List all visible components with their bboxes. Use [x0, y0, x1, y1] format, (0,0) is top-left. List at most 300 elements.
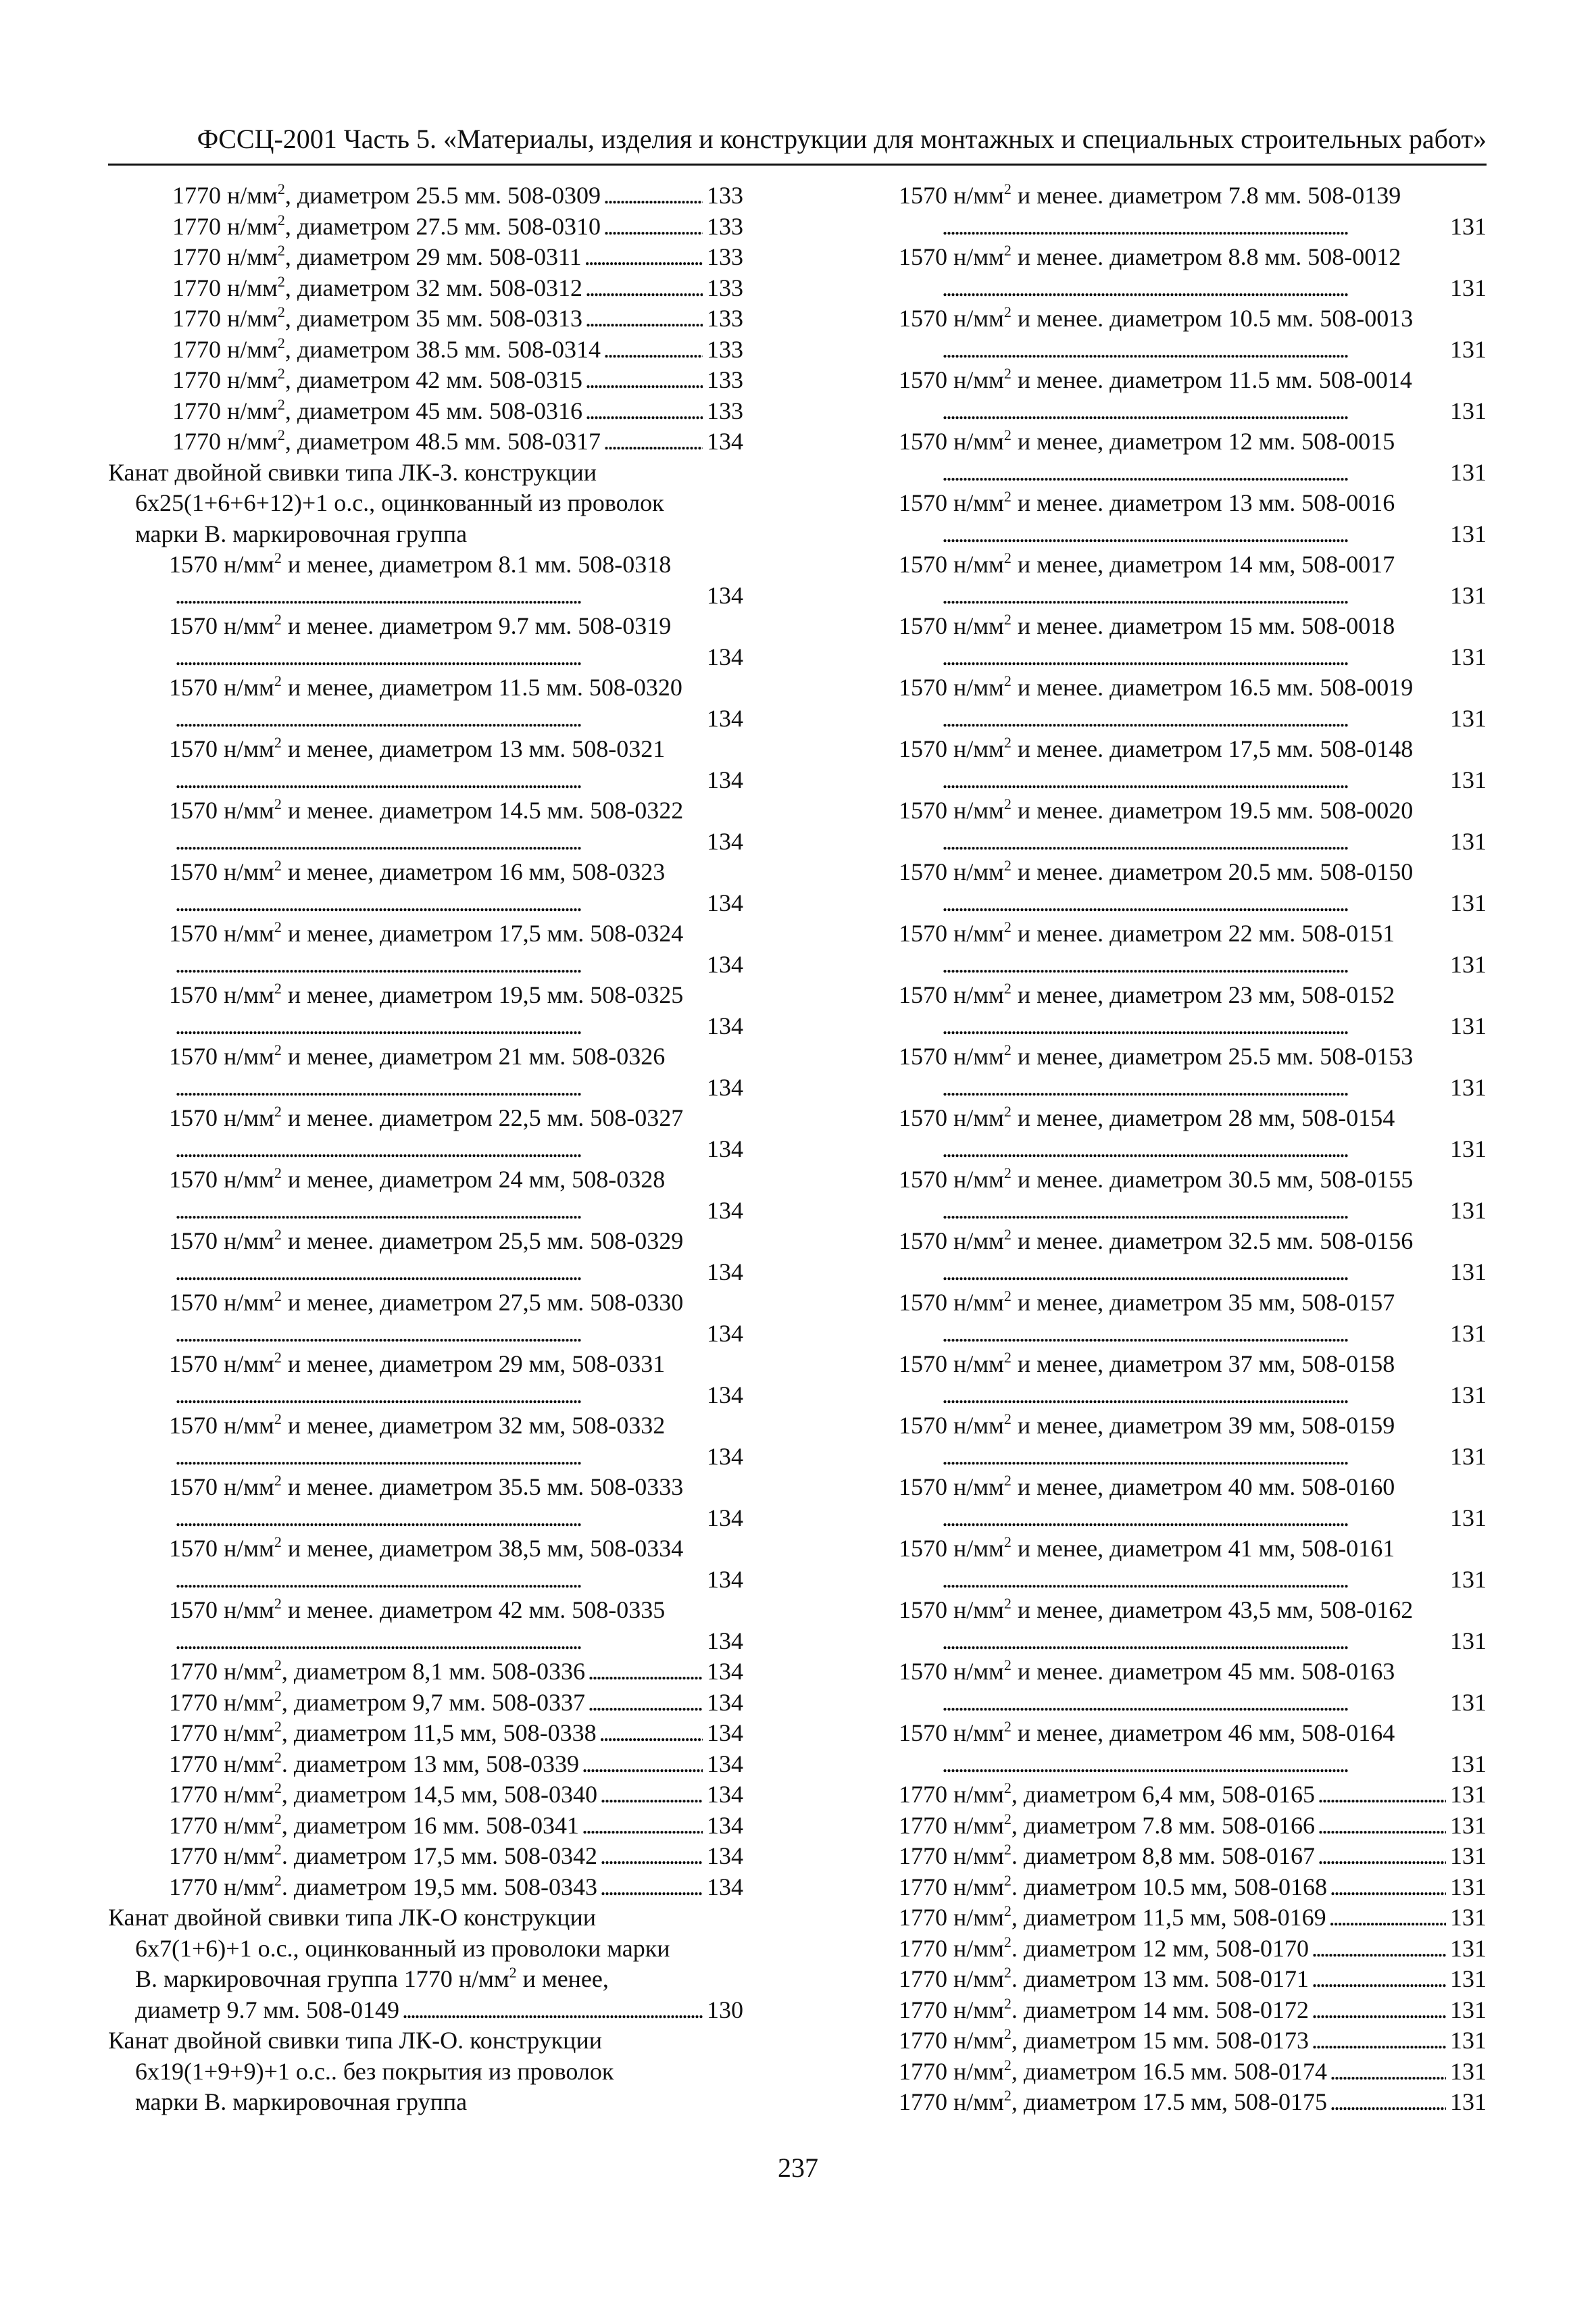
index-entry: [899, 1872, 1487, 1903]
dot-leader: [172, 1319, 703, 1350]
entry-page-ref-line: [899, 1257, 1487, 1288]
page-reference: 133: [707, 243, 743, 270]
superscript: 2: [1003, 549, 1012, 566]
dot-leader: [582, 273, 703, 304]
entry-text-line: [899, 857, 1487, 888]
dot-leader: [582, 365, 703, 396]
superscript: 2: [274, 1472, 282, 1489]
superscript: 2: [1003, 1472, 1012, 1489]
entry-label: [169, 674, 682, 701]
entry-label: [108, 2027, 602, 2054]
superscript: 2: [274, 857, 282, 874]
entry-label: [899, 366, 1412, 393]
superscript: 2: [1003, 1595, 1012, 1612]
dot-leader: [172, 1011, 703, 1042]
entry-label: [899, 920, 1395, 947]
entry-text-line: [899, 734, 1487, 765]
entry-text-line: [108, 1902, 743, 1934]
entry-text-line: [108, 1934, 743, 1965]
entry-page-ref-line: [108, 1503, 743, 1534]
entry-text: 1570 н/мм: [899, 182, 1004, 209]
entry-label: [169, 1841, 597, 1872]
dot-leader: [172, 642, 703, 673]
entry-text: 1570 н/мм: [169, 1104, 274, 1131]
dot-leader: [582, 396, 703, 427]
superscript: 2: [1003, 2087, 1012, 2104]
entry-label: [899, 2057, 1327, 2088]
index-entry: [108, 1995, 743, 2026]
entry-text-suffix: . диаметром 13 мм, 508-0339: [281, 1750, 579, 1777]
entry-page-ref-line: [899, 396, 1487, 427]
entry-text-suffix: и менее. диаметром 22 мм. 508-0151: [1011, 920, 1395, 947]
entry-label: [899, 1596, 1413, 1623]
entry-text-suffix: , диаметром 14,5 мм, 508-0340: [281, 1781, 597, 1808]
entry-text-suffix: . диаметром 12 мм, 508-0170: [1011, 1934, 1309, 1962]
index-entry: [899, 1811, 1487, 1842]
entry-label: [169, 1350, 665, 1377]
page-reference: 134: [707, 1842, 743, 1869]
entry-text-suffix: и менее. диаметром 7.8 мм. 508-0139: [1011, 182, 1401, 209]
page-header: ФССЦ-2001 Часть 5. «Материалы, изделия и конструкции для монтажных и специальных строительных работ»: [108, 120, 1487, 166]
dot-leader: [939, 519, 1446, 550]
dot-leader: [582, 242, 703, 273]
entry-page-ref-line: [899, 704, 1487, 735]
right-column: [899, 180, 1487, 2118]
entry-text-line: [899, 795, 1487, 827]
entry-text-suffix: и менее,: [516, 1965, 609, 1992]
superscript: 2: [1003, 2056, 1012, 2073]
entry-label: [135, 2058, 614, 2085]
entry-label: [172, 212, 601, 243]
superscript: 2: [274, 1718, 282, 1735]
entry-text: 1770 н/мм: [899, 1934, 1004, 1962]
superscript: 2: [1003, 242, 1012, 259]
superscript: 2: [1003, 1994, 1012, 2012]
entry-page-ref-line: [108, 1073, 743, 1104]
dot-leader: [1327, 1872, 1446, 1903]
index-entry: [899, 1841, 1487, 1872]
index-entry: [899, 2025, 1487, 2057]
entry-text-suffix: и менее, диаметром 28 мм, 508-0154: [1011, 1104, 1395, 1131]
entry-page-ref-line: [899, 1503, 1487, 1534]
superscript: 2: [274, 611, 282, 628]
page-reference: 131: [1450, 1781, 1487, 1808]
entry-text: 1770 н/мм: [899, 1842, 1004, 1869]
superscript: 2: [1003, 1933, 1012, 1950]
entry-text-suffix: . диаметром 19,5 мм. 508-0343: [281, 1873, 597, 1900]
page-reference: 131: [1450, 827, 1487, 855]
entry-text-suffix: и менее. диаметром 17,5 мм. 508-0148: [1011, 735, 1414, 762]
entry-text: Канат двойной свивки типа ЛК-О. конструкции: [108, 2027, 602, 2054]
entry-text-suffix: , диаметром 29 мм. 508-0311: [284, 243, 582, 270]
entry-label: [135, 2088, 467, 2115]
entry-text-line: [108, 1533, 743, 1565]
superscript: 2: [1003, 1779, 1012, 1796]
dot-leader: [1326, 1902, 1446, 1934]
superscript: 2: [274, 1164, 282, 1181]
entry-label: [899, 981, 1395, 1008]
entry-page-ref-line: [899, 950, 1487, 981]
entry-page-ref-line: [108, 1257, 743, 1288]
entry-text: 1570 н/мм: [899, 428, 1004, 455]
page-reference: 131: [1450, 1319, 1487, 1347]
entry-text: 1770 н/мм: [169, 1842, 274, 1869]
entry-text-suffix: и менее. диаметром 30.5 мм, 508-0155: [1011, 1166, 1414, 1193]
entry-text-suffix: , диаметром 42 мм. 508-0315: [284, 366, 582, 393]
entry-label: [899, 1166, 1413, 1193]
entry-page-ref-line: [899, 581, 1487, 612]
entry-text-line: [899, 980, 1487, 1011]
page-reference: 134: [707, 1750, 743, 1777]
superscript: 2: [274, 1349, 282, 1366]
superscript: 2: [274, 1041, 282, 1058]
entry-text-suffix: и менее. диаметром 8.8 мм. 508-0012: [1011, 243, 1401, 270]
entry-label: [172, 303, 582, 335]
dot-leader: [1315, 1811, 1446, 1842]
entry-text-line: [899, 242, 1487, 273]
entry-text-line: [899, 1595, 1487, 1626]
superscript: 2: [1003, 180, 1012, 197]
entry-text-suffix: и менее. диаметром 20.5 мм. 508-0150: [1011, 858, 1414, 885]
superscript: 2: [1003, 1041, 1012, 1058]
entry-text: 1570 н/мм: [899, 981, 1004, 1008]
index-entry: [108, 1811, 743, 1842]
entry-label: [169, 735, 665, 762]
superscript: 2: [277, 365, 285, 382]
dot-leader: [939, 1688, 1446, 1719]
index-entry: [108, 180, 743, 212]
entry-label: [172, 335, 601, 366]
entry-text-suffix: и менее, диаметром 32 мм, 508-0332: [281, 1412, 666, 1439]
entry-page-ref-line: [108, 1196, 743, 1227]
entry-label: [899, 1350, 1395, 1377]
entry-text-suffix: и менее, диаметром 12 мм. 508-0015: [1011, 428, 1395, 455]
entry-text-line: [108, 918, 743, 950]
entry-text: 1770 н/мм: [899, 1996, 1004, 2023]
dot-leader: [939, 888, 1446, 919]
dot-leader: [597, 1841, 703, 1872]
page-reference: 131: [1450, 2057, 1487, 2085]
entry-text-line: [108, 857, 743, 888]
entry-text-line: [108, 488, 743, 519]
page-number: 237: [778, 2152, 818, 2183]
dot-leader: [172, 950, 703, 981]
page-reference: 131: [1450, 1012, 1487, 1039]
entry-page-ref-line: [899, 1442, 1487, 1473]
entry-text: 1770 н/мм: [899, 1781, 1004, 1808]
entry-text-line: [899, 1164, 1487, 1196]
superscript: 2: [274, 1810, 282, 1827]
entry-label: [899, 182, 1401, 209]
superscript: 2: [1003, 1718, 1012, 1735]
entry-text: 6х25(1+6+6+12)+1 о.с., оцинкованный из проволок: [135, 489, 664, 516]
entry-page-ref-line: [899, 1196, 1487, 1227]
entry-text: 1570 н/мм: [899, 1596, 1004, 1623]
dot-leader: [399, 1995, 703, 2026]
entry-text-suffix: . диаметром 10.5 мм, 508-0168: [1011, 1873, 1327, 1900]
entry-label: [172, 365, 582, 396]
entry-text: 1570 н/мм: [169, 981, 274, 1008]
entry-text: 1570 н/мм: [899, 1043, 1004, 1070]
entry-text-line: [899, 672, 1487, 704]
superscript: 2: [1003, 1902, 1012, 1919]
page-reference: 131: [1450, 212, 1487, 240]
dot-leader: [172, 1565, 703, 1596]
entry-label: [172, 273, 582, 304]
superscript: 2: [274, 1595, 282, 1612]
dot-leader: [939, 1011, 1446, 1042]
entry-text-line: [108, 672, 743, 704]
page-reference: 131: [1450, 1073, 1487, 1101]
page-reference: 131: [1450, 950, 1487, 978]
superscript: 2: [274, 1410, 282, 1427]
dot-leader: [585, 1688, 703, 1719]
entry-text: 1570 н/мм: [169, 1596, 274, 1623]
entry-label: [899, 1779, 1315, 1811]
entry-text: 1570 н/мм: [899, 612, 1004, 639]
page-reference: 131: [1450, 1381, 1487, 1408]
entry-text-suffix: и менее. диаметром 22,5 мм. 508-0327: [281, 1104, 684, 1131]
index-entry: [108, 1656, 743, 1688]
entry-label: [169, 1872, 597, 1903]
dot-leader: [939, 704, 1446, 735]
entry-text: 1770 н/мм: [172, 335, 278, 363]
entry-label: [899, 2087, 1327, 2118]
entry-page-ref-line: [899, 212, 1487, 243]
dot-leader: [172, 1196, 703, 1227]
dot-leader: [597, 1718, 703, 1749]
entry-page-ref-line: [108, 1626, 743, 1657]
entry-text: 1570 н/мм: [899, 858, 1004, 885]
entry-text-suffix: , диаметром 11,5 мм, 508-0169: [1011, 1904, 1326, 1931]
entry-page-ref-line: [899, 1319, 1487, 1350]
entry-page-ref-line: [899, 519, 1487, 550]
entry-label: [169, 1043, 665, 1070]
entry-text: 1770 н/мм: [899, 1873, 1004, 1900]
entry-text-line: [899, 1287, 1487, 1319]
index-entry: [108, 1779, 743, 1811]
page-reference: 131: [1450, 1934, 1487, 1962]
entry-text: 1770 н/мм: [899, 2027, 1004, 2054]
page-reference: 134: [707, 1012, 743, 1039]
page-reference: 131: [1450, 335, 1487, 363]
entry-label: [169, 612, 671, 639]
entry-text-line: [899, 365, 1487, 396]
index-entry: [108, 335, 743, 366]
entry-text-suffix: и менее. диаметром 9.7 мм. 508-0319: [281, 612, 672, 639]
page-reference: 134: [707, 1811, 743, 1839]
superscript: 2: [274, 795, 282, 812]
entry-text-suffix: и менее. диаметром 16.5 мм. 508-0019: [1011, 674, 1414, 701]
entry-label: [169, 1166, 665, 1193]
entry-text-suffix: и менее. диаметром 10.5 мм. 508-0013: [1011, 305, 1414, 332]
entry-text: 1570 н/мм: [169, 858, 274, 885]
superscript: 2: [1003, 980, 1012, 997]
superscript: 2: [274, 1226, 282, 1243]
entry-label: [108, 459, 597, 486]
entry-page-ref-line: [108, 827, 743, 858]
entry-text-suffix: и менее. диаметром 42 мм. 508-0335: [281, 1596, 666, 1623]
entry-label: [169, 1104, 683, 1131]
entry-text-line: [108, 1226, 743, 1257]
entry-text-suffix: и менее, диаметром 37 мм, 508-0158: [1011, 1350, 1395, 1377]
entry-label: [108, 1904, 596, 1931]
entry-text-line: [108, 1287, 743, 1319]
superscript: 2: [277, 272, 285, 290]
entry-text-suffix: и менее. диаметром 35.5 мм. 508-0333: [281, 1473, 684, 1500]
entry-text: 1770 н/мм: [172, 305, 278, 332]
page-reference: 131: [1450, 1258, 1487, 1285]
entry-text-suffix: и менее, диаметром 38,5 мм, 508-0334: [281, 1535, 684, 1562]
index-entry: [108, 396, 743, 427]
entry-label: [899, 735, 1413, 762]
entry-text-suffix: и менее. диаметром 19.5 мм. 508-0020: [1011, 797, 1414, 824]
dot-leader: [939, 1196, 1446, 1227]
entry-label: [899, 1227, 1413, 1254]
entry-page-ref-line: [899, 1749, 1487, 1780]
entry-text: Канат двойной свивки типа ЛК-О конструкции: [108, 1904, 596, 1931]
entry-page-ref-line: [108, 1134, 743, 1165]
dot-leader: [601, 335, 703, 366]
superscript: 2: [277, 426, 285, 443]
entry-label: [169, 1811, 579, 1842]
page-reference: 134: [707, 1381, 743, 1408]
entry-text: 1770 н/мм: [172, 366, 278, 393]
index-entry: [108, 1872, 743, 1903]
page-reference: 131: [1450, 458, 1487, 486]
entry-text-suffix: , диаметром 38.5 мм. 508-0314: [284, 335, 601, 363]
superscript: 2: [1003, 303, 1012, 320]
page-reference: 131: [1450, 581, 1487, 609]
entry-text: 1770 н/мм: [169, 1873, 274, 1900]
entry-text-suffix: и менее, диаметром 43,5 мм, 508-0162: [1011, 1596, 1414, 1623]
entry-text: 1770 н/мм: [172, 243, 278, 270]
entry-page-ref-line: [899, 1073, 1487, 1104]
superscript: 2: [277, 334, 285, 351]
dot-leader: [939, 1442, 1446, 1473]
entry-text-suffix: , диаметром 9,7 мм. 508-0337: [281, 1688, 585, 1716]
superscript: 2: [1003, 672, 1012, 689]
entry-text: марки В. маркировочная группа: [135, 520, 468, 547]
entry-text-suffix: , диаметром 7.8 мм. 508-0166: [1011, 1811, 1315, 1839]
index-entry: [899, 1934, 1487, 1965]
entry-text-line: [899, 918, 1487, 950]
entry-text-suffix: и менее, диаметром 14 мм, 508-0017: [1011, 551, 1395, 578]
entry-text-line: [108, 1472, 743, 1503]
entry-label: [169, 1779, 597, 1811]
entry-text-suffix: , диаметром 25.5 мм. 508-0309: [284, 182, 601, 209]
entry-text-line: [108, 2057, 743, 2088]
entry-text-suffix: и менее. диаметром 13 мм. 508-0016: [1011, 489, 1395, 516]
page-reference: 134: [707, 1627, 743, 1654]
superscript: 2: [1003, 1964, 1012, 1981]
entry-text-suffix: и менее. диаметром 32.5 мм. 508-0156: [1011, 1227, 1414, 1254]
superscript: 2: [1003, 1226, 1012, 1243]
dot-leader: [1309, 2025, 1446, 2057]
superscript: 2: [274, 1287, 282, 1304]
page-reference: 134: [707, 1719, 743, 1746]
entry-text: 1570 н/мм: [899, 735, 1004, 762]
entry-text-suffix: . диаметром 14 мм. 508-0172: [1011, 1996, 1309, 2023]
page-reference: 134: [707, 1442, 743, 1470]
dot-leader: [939, 396, 1446, 427]
entry-text: 1570 н/мм: [899, 366, 1004, 393]
entry-text: 6х7(1+6)+1 о.с., оцинкованный из проволоки марки: [135, 1934, 670, 1962]
entry-text: 1570 н/мм: [899, 1350, 1004, 1377]
entry-label: [899, 1535, 1395, 1562]
entry-page-ref-line: [899, 335, 1487, 366]
page-reference: 134: [707, 827, 743, 855]
entry-text-suffix: , диаметром 48.5 мм. 508-0317: [284, 428, 601, 455]
entry-page-ref-line: [899, 1134, 1487, 1165]
entry-page-ref-line: [108, 1565, 743, 1596]
entry-text: 1770 н/мм: [899, 2057, 1004, 2085]
dot-leader: [939, 1565, 1446, 1596]
page-reference: 134: [707, 1504, 743, 1531]
entry-label: [899, 1412, 1395, 1439]
dot-leader: [939, 765, 1446, 796]
page-reference: 130: [707, 1996, 743, 2023]
page-reference: 131: [1450, 1504, 1487, 1531]
page-reference: 131: [1450, 704, 1487, 732]
entry-text-line: [899, 1041, 1487, 1073]
entry-text: диаметр 9.7 мм. 508-0149: [135, 1996, 400, 2023]
entry-text-line: [108, 1103, 743, 1134]
dot-leader: [939, 212, 1446, 243]
index-entry: [899, 1964, 1487, 1995]
superscript: 2: [1003, 488, 1012, 505]
dot-leader: [172, 827, 703, 858]
superscript: 2: [274, 672, 282, 689]
dot-leader: [597, 1779, 703, 1811]
superscript: 2: [1003, 2025, 1012, 2042]
entry-text: 1570 н/мм: [899, 1719, 1004, 1746]
index-entry: [108, 1749, 743, 1780]
entry-label: [169, 551, 671, 578]
superscript: 2: [1003, 1533, 1012, 1550]
entry-text: 1570 н/мм: [169, 612, 274, 639]
dot-leader: [597, 1872, 703, 1903]
entry-label: [899, 858, 1413, 885]
page-reference: 134: [707, 1565, 743, 1593]
entry-text: 1570 н/мм: [169, 551, 274, 578]
entry-text: марки В. маркировочная группа: [135, 2088, 468, 2115]
entry-text: 1570 н/мм: [899, 1473, 1004, 1500]
entry-text: 1570 н/мм: [169, 1227, 274, 1254]
entry-label: [169, 1596, 665, 1623]
page-reference: 131: [1450, 1811, 1487, 1839]
entry-text: 1570 н/мм: [169, 1289, 274, 1316]
entry-text-line: [899, 1349, 1487, 1380]
dot-leader: [939, 1749, 1446, 1780]
page-reference: 131: [1450, 1873, 1487, 1900]
superscript: 2: [1003, 1103, 1012, 1120]
dot-leader: [939, 1257, 1446, 1288]
entry-text-suffix: и менее, диаметром 35 мм, 508-0157: [1011, 1289, 1395, 1316]
page-reference: 134: [707, 889, 743, 916]
entry-text: 1770 н/мм: [169, 1719, 274, 1746]
index-entry: [108, 303, 743, 335]
entry-label: [169, 1473, 683, 1500]
entry-label: [899, 1964, 1309, 1995]
dot-leader: [601, 426, 703, 458]
entry-label: [899, 1104, 1395, 1131]
superscript: 2: [277, 303, 285, 320]
entry-text-line: [899, 1472, 1487, 1503]
entry-text: 1570 н/мм: [169, 674, 274, 701]
index-entry: [899, 1902, 1487, 1934]
entry-page-ref-line: [108, 765, 743, 796]
